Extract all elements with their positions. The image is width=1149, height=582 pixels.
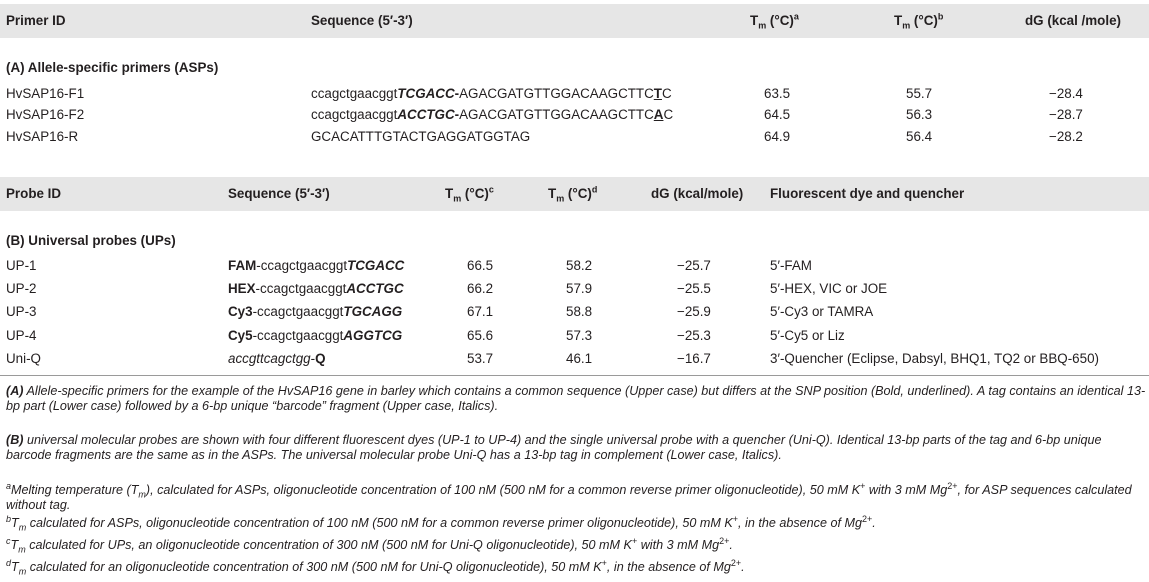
primer-table-header <box>0 4 1149 38</box>
primer-tm-b: 56.3 <box>906 107 933 122</box>
probe-tm-c: 65.6 <box>467 328 494 343</box>
header-dg: dG (kcal /mole) <box>1025 13 1121 28</box>
probe-id: UP-4 <box>6 328 37 343</box>
header-probe-dg: dG (kcal/mole) <box>651 186 744 201</box>
probe-tm-c: 53.7 <box>467 351 494 366</box>
section-up: (B) Universal probes (UPs) <box>6 233 176 248</box>
primer-tm-a: 64.9 <box>764 129 791 144</box>
probe-sequence: Cy3-ccagctgaacggtTGCAGG <box>228 304 403 319</box>
table-bottom-rule <box>0 375 1149 376</box>
primer-id: HvSAP16-F2 <box>6 107 85 122</box>
header-tm-a: $T_m$ $(^\circ C)^a$ <box>750 11 799 31</box>
probe-tm-d: 58.2 <box>566 258 593 273</box>
primer-sequence: ccagctgaacggtTCGACC-AGACGATGTTGGACAAGCTTCTC <box>311 86 672 101</box>
probe-tm-d: 58.8 <box>566 304 593 319</box>
primer-tm-b: 56.4 <box>906 129 933 144</box>
probe-dye: 5′-FAM <box>770 258 812 273</box>
probe-tm-d: 46.1 <box>566 351 593 366</box>
primer-sequence: ccagctgaacggtACCTGC-AGACGATGTTGGACAAGCTTCAC <box>311 107 674 122</box>
probe-id: UP-1 <box>6 258 37 273</box>
footnote-tm-a: $^a$Melting temperature $(T_m)$, calculated for ASPs, oligonucleotide concentration of 100 nM (500 nM for a common reverse primer oligonucleotide), 50 mM K+ with 3 mM $Mg^{2+}$, for ASP sequences calculated without tag. <box>6 480 1132 512</box>
primer-id: HvSAP16-F1 <box>6 86 85 101</box>
probe-dye: 3′-Quencher (Eclipse, Dabsyl, BHQ1, TQ2 or BBQ-650) <box>770 351 1099 366</box>
footnote-b: (B) universal molecular probes are shown with four different fluorescent dyes (UP-1 to UP-4) and the single universal probe with a quencher (Uni-Q). Identical 13-bp parts of the tag and 6-bp unique barcode fragments are the same as in the ASPs. The universal molecular probe Uni-Q has a 13-bp tag in complement (Lower case, Italics). <box>6 433 1102 462</box>
primer-sequence: GCACATTTGTACTGAGGATGGTAG <box>311 129 531 144</box>
footnote-a: (A) Allele-specific primers for the example of the HvSAP16 gene in barley which contains a common sequence (Upper case) but differs at the SNP position (Bold, underlined). A tag contains an identical 13-bp part (Lower case) followed by a 6-bp unique “barcode” fragment (Upper case, Italics). <box>6 384 1146 413</box>
primer-dg: −28.2 <box>1049 129 1083 144</box>
primer-tm-a: 64.5 <box>764 107 791 122</box>
header-primer-id: Primer ID <box>6 13 66 28</box>
header-tm-c: $T_m$ $(^\circ C)^c$ <box>445 184 494 204</box>
probe-sequence: accgttcagctgg-Q <box>228 351 326 366</box>
header-sequence: Sequence (5′-3′) <box>311 13 413 28</box>
probe-tm-c: 67.1 <box>467 304 494 319</box>
header-tm-b: $T_m$ $(^\circ C)^b$ <box>894 11 944 31</box>
header-dye: Fluorescent dye and quencher <box>770 186 965 201</box>
header-probe-id: Probe ID <box>6 186 62 201</box>
primer-tm-a: 63.5 <box>764 86 791 101</box>
probe-dg: −25.7 <box>677 258 711 273</box>
probe-dg: −25.5 <box>677 281 711 296</box>
probe-tm-d: 57.9 <box>566 281 593 296</box>
probe-dg: −25.9 <box>677 304 711 319</box>
probe-id: UP-2 <box>6 281 37 296</box>
probe-dg: −16.7 <box>677 351 711 366</box>
probe-sequence: HEX-ccagctgaacggtACCTGC <box>228 281 404 296</box>
primer-tm-b: 55.7 <box>906 86 933 101</box>
probe-sequence: Cy5-ccagctgaacggtAGGTCG <box>228 328 403 343</box>
footnote-tm-d: $^dT_m$ calculated for an oligonucleotide concentration of 300 nM (500 nM for Uni-Q oligonucleotide), 50 mM K+, in the absence of $Mg^{2+}$. <box>6 557 745 577</box>
probe-tm-d: 57.3 <box>566 328 593 343</box>
probe-tm-c: 66.5 <box>467 258 494 273</box>
section-asp: (A) Allele-specific primers (ASPs) <box>6 60 219 75</box>
probe-id: UP-3 <box>6 304 37 319</box>
probe-dye: 5′-Cy5 or Liz <box>770 328 845 343</box>
footnote-tm-c: $^cT_m$ calculated for UPs, an oligonucleotide concentration of 300 nM (500 nM for Uni-Q oligonucleotide), 50 mM K+ with 3 mM $Mg^{2+}$. <box>6 535 733 555</box>
probe-dye: 5′-Cy3 or TAMRA <box>770 304 874 319</box>
footnote-tm-b: $^bT_m$ calculated for ASPs, oligonucleotide concentration of 100 nM (500 nM for a common reverse primer oligonucleotide), 50 mM K+, in the absence of $Mg^{2+}$. <box>6 513 876 533</box>
primer-id: HvSAP16-R <box>6 129 79 144</box>
primer-dg: −28.7 <box>1049 107 1083 122</box>
probe-dg: −25.3 <box>677 328 711 343</box>
header-tm-d: $T_m$ $(^\circ C)^d$ <box>548 184 598 204</box>
primer-dg: −28.4 <box>1049 86 1083 101</box>
header-probe-sequence: Sequence (5′-3′) <box>228 186 330 201</box>
probe-tm-c: 66.2 <box>467 281 494 296</box>
probe-id: Uni-Q <box>6 351 41 366</box>
probe-sequence: FAM-ccagctgaacggtTCGACC <box>228 258 405 273</box>
probe-dye: 5′-HEX, VIC or JOE <box>770 281 888 296</box>
